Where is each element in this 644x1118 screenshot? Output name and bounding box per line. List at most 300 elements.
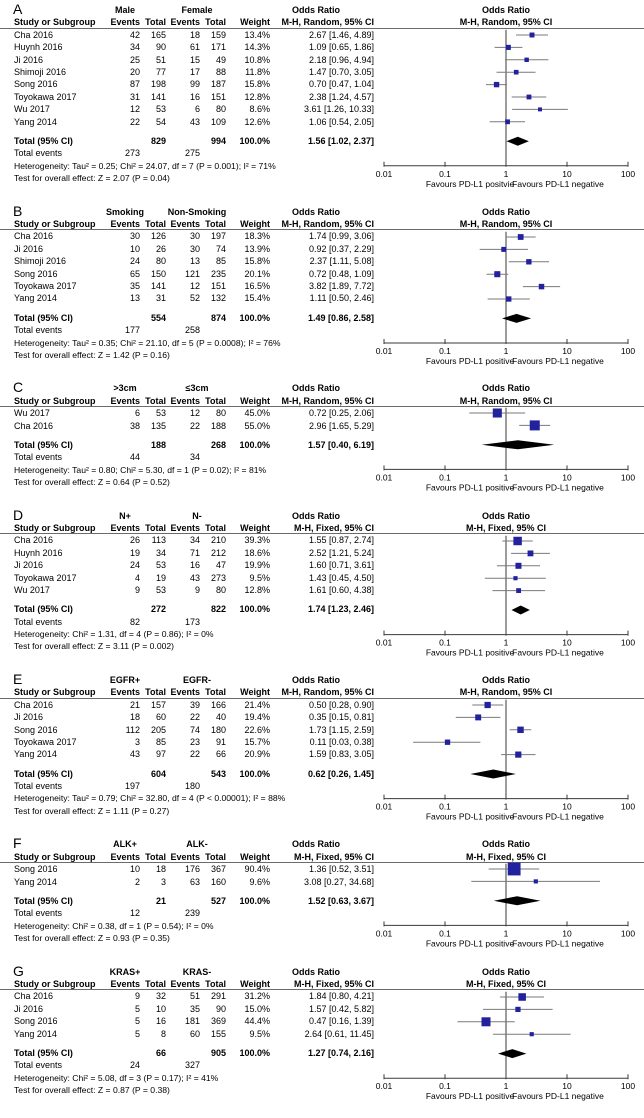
- events2-column-header: Events: [170, 395, 200, 406]
- ci-text: 1.60 [0.71, 3.61]: [308, 560, 374, 571]
- overall-test-text: Test for overall effect: Z = 3.11 (P = 0.002): [14, 641, 175, 652]
- effect-marker: [516, 588, 521, 593]
- total1-value: 85: [155, 736, 166, 747]
- events1-value: 5: [134, 1016, 140, 1027]
- events2-value: 43: [189, 116, 200, 127]
- events1-value: 5: [134, 1003, 140, 1014]
- total2-sum: 994: [210, 135, 226, 146]
- events2-value: 121: [184, 268, 200, 279]
- weight-value: 55.0%: [244, 420, 270, 431]
- study-name: Ji 2016: [14, 712, 44, 723]
- events2-value: 99: [189, 79, 200, 90]
- events1-value: 87: [129, 79, 140, 90]
- group1-header: Male: [114, 5, 135, 15]
- total-events-label: Total events: [14, 616, 63, 627]
- events1-column-header: Events: [110, 522, 140, 533]
- total-ci-text: 1.57 [0.40, 6.19]: [307, 439, 374, 450]
- effect-marker: [494, 271, 500, 277]
- total2-sum: 527: [210, 895, 226, 906]
- weight-value: 15.4%: [244, 293, 270, 304]
- axis-tick-label: 0.1: [439, 472, 451, 483]
- events1-value: 25: [129, 54, 140, 65]
- group1-header: ALK+: [113, 839, 137, 850]
- ci-text: 1.47 [0.70, 3.05]: [308, 66, 374, 77]
- total1-value: 3: [160, 876, 166, 887]
- forest-panel-F: [0, 835, 644, 965]
- axis-tick-label: 0.01: [375, 472, 393, 483]
- total-ci-text: 1.49 [0.86, 2.58]: [307, 312, 374, 323]
- weight-value: 12.8%: [244, 584, 270, 595]
- events2-value: 61: [189, 42, 200, 53]
- favours-right-label: Favours PD-L1 negative: [512, 355, 604, 366]
- study-name: Song 2016: [14, 79, 58, 90]
- study-name: Shimoji 2016: [14, 256, 67, 267]
- forest-plot-G: [375, 966, 644, 1118]
- overall-test-text: Test for overall effect: Z = 2.07 (P = 0.04): [14, 173, 170, 184]
- total-ci-text: 1.52 [0.63, 3.67]: [307, 895, 374, 906]
- group2-header: ≤3cm: [185, 383, 209, 394]
- total2-sum: 268: [210, 439, 226, 450]
- effect-marker: [527, 95, 532, 100]
- favours-right-label: Favours PD-L1 negative: [512, 811, 604, 822]
- study-name: Toyokawa 2017: [14, 572, 77, 583]
- odds-ratio-plot-header: Odds Ratio: [481, 839, 530, 850]
- total1-value: 205: [150, 724, 166, 735]
- panel-label: C: [13, 379, 24, 396]
- total1-column-header: Total: [145, 978, 166, 989]
- total2-value: 80: [215, 408, 226, 419]
- method-column-header: M-H, Random, 95% CI: [281, 17, 374, 28]
- effect-marker: [506, 45, 511, 50]
- total2-value: 85: [215, 256, 226, 267]
- effect-marker: [505, 119, 510, 124]
- events2-value: 30: [189, 231, 200, 242]
- total2-column-header: Total: [205, 978, 226, 989]
- total-diamond: [498, 1049, 526, 1058]
- events1-value: 12: [129, 104, 140, 115]
- total-events2-value: 258: [184, 325, 200, 336]
- ci-text: 1.57 [0.42, 5.82]: [308, 1003, 374, 1014]
- forest-panel-G: [0, 962, 644, 1118]
- effect-marker: [515, 751, 521, 757]
- ci-text: 0.72 [0.25, 2.06]: [308, 408, 374, 419]
- axis-tick-label: 10: [562, 801, 572, 812]
- study-name: Ji 2016: [14, 1003, 44, 1014]
- axis-tick-label: 0.1: [439, 928, 451, 939]
- total-label: Total (95% CI): [14, 604, 73, 615]
- study-name: Yang 2014: [14, 876, 57, 887]
- axis-tick-label: 100: [620, 168, 636, 179]
- axis-tick-label: 100: [620, 345, 636, 356]
- total-events2-value: 327: [184, 1060, 200, 1071]
- events2-value: 22: [189, 712, 200, 723]
- weight-value: 22.6%: [244, 724, 270, 735]
- study-name: Song 2016: [14, 724, 58, 735]
- axis-tick-label: 0.1: [439, 1080, 451, 1091]
- overall-test-text: Test for overall effect: Z = 0.64 (P = 0.52): [14, 477, 170, 488]
- events1-value: 34: [129, 42, 140, 53]
- effect-marker: [534, 880, 538, 884]
- events2-column-header: Events: [170, 851, 200, 862]
- effect-marker: [485, 702, 491, 708]
- total-events1-value: 273: [124, 148, 140, 159]
- method-column-header: M-H, Fixed, 95% CI: [293, 978, 374, 989]
- events2-value: 12: [189, 408, 200, 419]
- axis-tick-label: 100: [620, 928, 636, 939]
- group1-header: KRAS+: [109, 966, 141, 977]
- method-plot-header: M-H, Random, 95% CI: [459, 218, 553, 229]
- events1-value: 43: [129, 749, 140, 760]
- events1-value: 42: [129, 29, 140, 40]
- study-name: Yang 2014: [14, 293, 57, 304]
- weight-value: 15.7%: [244, 736, 270, 747]
- total-diamond: [507, 137, 529, 146]
- weight-value: 12.6%: [244, 116, 270, 127]
- events2-value: 51: [189, 991, 200, 1002]
- method-column-header: M-H, Random, 95% CI: [281, 395, 374, 406]
- events2-value: 181: [184, 1016, 200, 1027]
- total-events1-value: 177: [124, 325, 140, 336]
- total2-value: 91: [215, 736, 226, 747]
- events1-value: 65: [129, 268, 140, 279]
- events2-value: 15: [189, 54, 200, 65]
- events2-value: 52: [189, 293, 200, 304]
- effect-marker: [530, 421, 540, 431]
- axis-tick-label: 100: [620, 637, 636, 648]
- study-column-header: Study or Subgroup: [14, 522, 96, 533]
- total-diamond: [511, 605, 529, 614]
- total2-value: 188: [210, 420, 226, 431]
- study-name: Song 2016: [14, 1016, 58, 1027]
- axis-tick-label: 100: [620, 801, 636, 812]
- events2-value: 18: [189, 29, 200, 40]
- effect-marker: [518, 234, 524, 240]
- total2-value: 90: [215, 1003, 226, 1014]
- weight-column-header: Weight: [240, 687, 270, 698]
- total2-value: 80: [215, 104, 226, 115]
- study-name: Wu 2017: [14, 408, 50, 419]
- heterogeneity-text: Heterogeneity: Tau² = 0.25; Chi² = 24.07, df = 7 (P = 0.001); I² = 71%: [14, 160, 276, 171]
- total-events1-value: 24: [129, 1060, 140, 1071]
- favours-left-label: Favours PD-L1 positive: [425, 811, 515, 822]
- effect-marker: [493, 409, 502, 418]
- total1-value: 165: [150, 29, 166, 40]
- heterogeneity-text: Heterogeneity: Chi² = 1.31, df = 4 (P = 0.86); I² = 0%: [14, 629, 214, 640]
- events2-value: 22: [189, 749, 200, 760]
- effect-marker: [508, 863, 521, 876]
- weight-value: 9.6%: [249, 876, 270, 887]
- effect-marker: [517, 727, 523, 733]
- effect-marker: [494, 82, 499, 87]
- weight-value: 16.5%: [244, 280, 270, 291]
- method-column-header: M-H, Random, 95% CI: [281, 218, 374, 229]
- heterogeneity-text: Heterogeneity: Tau² = 0.80; Chi² = 5.30, df = 1 (P = 0.02); I² = 81%: [14, 464, 267, 475]
- effect-marker: [518, 993, 526, 1001]
- total1-value: 141: [150, 91, 166, 102]
- axis-tick-label: 1: [503, 928, 509, 939]
- effect-marker: [528, 550, 534, 556]
- events2-value: 39: [189, 699, 200, 710]
- total-events2-value: 239: [184, 908, 200, 919]
- events1-value: 24: [129, 560, 140, 571]
- total2-value: 212: [210, 547, 226, 558]
- favours-left-label: Favours PD-L1 positive: [425, 647, 515, 658]
- total1-sum: 66: [155, 1047, 166, 1058]
- ci-text: 2.67 [1.46, 4.89]: [308, 29, 374, 40]
- events1-value: 24: [129, 256, 140, 267]
- study-name: Yang 2014: [14, 1028, 57, 1039]
- total-ci-text: 1.74 [1.23, 2.46]: [307, 604, 374, 615]
- odds-ratio-plot-header: Odds Ratio: [481, 674, 530, 685]
- events1-value: 9: [134, 584, 140, 595]
- total2-sum: 874: [210, 312, 226, 323]
- total1-sum: 21: [155, 895, 166, 906]
- events1-value: 38: [129, 420, 140, 431]
- events1-column-header: Events: [110, 395, 140, 406]
- total-ci-text: 0.62 [0.26, 1.45]: [307, 768, 374, 779]
- axis-tick-label: 1: [503, 345, 509, 356]
- odds-ratio-column-header: Odds Ratio: [291, 674, 340, 685]
- weight-value: 19.4%: [244, 712, 270, 723]
- weight-value: 11.8%: [245, 66, 270, 77]
- study-name: Toyokawa 2017: [14, 280, 77, 291]
- forest-panel-B: [0, 202, 644, 383]
- heterogeneity-text: Heterogeneity: Tau² = 0.79; Chi² = 32.80, df = 4 (P < 0.00001); I² = 88%: [14, 793, 286, 804]
- axis-tick-label: 0.01: [375, 637, 393, 648]
- total2-value: 132: [210, 293, 226, 304]
- study-name: Song 2016: [14, 268, 58, 279]
- study-name: Wu 2017: [14, 104, 50, 115]
- panel-label: G: [13, 962, 24, 979]
- axis-tick-label: 100: [620, 1080, 636, 1091]
- method-plot-header: M-H, Random, 95% CI: [459, 17, 553, 28]
- axis-tick-label: 0.01: [375, 928, 393, 939]
- study-name: Cha 2016: [14, 535, 54, 546]
- study-column-header: Study or Subgroup: [14, 395, 96, 406]
- total2-value: 166: [210, 699, 226, 710]
- events1-value: 18: [129, 712, 140, 723]
- group2-header: N-: [192, 510, 202, 521]
- study-name: Yang 2014: [14, 116, 57, 127]
- axis-tick-label: 0.01: [375, 345, 393, 356]
- study-column-header: Study or Subgroup: [14, 687, 96, 698]
- events1-value: 5: [134, 1028, 140, 1039]
- weight-value: 13.4%: [244, 29, 270, 40]
- events2-value: 17: [189, 66, 200, 77]
- total2-value: 160: [210, 876, 226, 887]
- total1-value: 126: [150, 231, 166, 242]
- total2-value: 66: [215, 749, 226, 760]
- method-plot-header: M-H, Random, 95% CI: [459, 395, 553, 406]
- total1-value: 198: [150, 79, 166, 90]
- axis-tick-label: 0.1: [439, 168, 451, 179]
- overall-test-text: Test for overall effect: Z = 1.42 (P = 0.16): [14, 349, 170, 360]
- effect-marker: [526, 259, 531, 264]
- events2-value: 43: [189, 572, 200, 583]
- axis-tick-label: 1: [503, 472, 509, 483]
- panel-label: E: [13, 670, 23, 687]
- axis-tick-label: 10: [562, 345, 572, 356]
- axis-tick-label: 0.01: [375, 1080, 393, 1091]
- total2-value: 74: [215, 243, 226, 254]
- axis-tick-label: 10: [562, 928, 572, 939]
- total2-column-header: Total: [205, 218, 226, 229]
- axis-tick-label: 0.01: [375, 168, 393, 179]
- total-events-label: Total events: [14, 148, 63, 159]
- total1-value: 26: [155, 243, 166, 254]
- events2-value: 74: [189, 724, 200, 735]
- group2-header: Non-Smoking: [167, 206, 227, 217]
- axis-tick-label: 1: [503, 168, 509, 179]
- total1-column-header: Total: [145, 17, 166, 28]
- axis-tick-label: 0.1: [439, 637, 451, 648]
- total-events1-value: 44: [129, 452, 140, 463]
- axis-tick-label: 0.1: [439, 345, 451, 356]
- events2-value: 22: [189, 420, 200, 431]
- favours-left-label: Favours PD-L1 positive: [425, 355, 515, 366]
- overall-test-text: Test for overall effect: Z = 0.93 (P = 0.35): [14, 933, 170, 944]
- total2-value: 291: [210, 991, 226, 1002]
- odds-ratio-plot-header: Odds Ratio: [481, 510, 530, 521]
- ci-text: 0.92 [0.37, 2.29]: [308, 243, 374, 254]
- favours-left-label: Favours PD-L1 positvie: [425, 178, 515, 189]
- total1-value: 32: [155, 991, 166, 1002]
- events1-value: 10: [129, 864, 140, 875]
- odds-ratio-column-header: Odds Ratio: [291, 5, 340, 15]
- weight-column-header: Weight: [240, 218, 270, 229]
- axis-tick-label: 1: [503, 1080, 509, 1091]
- total-events2-value: 34: [189, 452, 200, 463]
- ci-text: 2.96 [1.65, 5.29]: [308, 420, 374, 431]
- weight-value: 90.4%: [244, 864, 270, 875]
- total-events2-value: 180: [184, 781, 200, 792]
- events2-value: 16: [189, 91, 200, 102]
- total2-column-header: Total: [205, 851, 226, 862]
- total2-value: 197: [210, 231, 226, 242]
- group2-header: Female: [181, 5, 213, 15]
- total-weight: 100.0%: [239, 604, 270, 615]
- effect-marker: [482, 1017, 491, 1026]
- total2-value: 235: [210, 268, 226, 279]
- total1-value: 77: [155, 66, 166, 77]
- events1-column-header: Events: [110, 17, 140, 28]
- favours-right-label: Favours PD-L1 negative: [512, 647, 604, 658]
- total1-column-header: Total: [145, 687, 166, 698]
- total1-value: 18: [155, 864, 166, 875]
- study-name: Shimoji 2016: [14, 66, 67, 77]
- study-name: Ji 2016: [14, 243, 44, 254]
- overall-test-text: Test for overall effect: Z = 1.11 (P = 0.27): [14, 805, 170, 816]
- group2-header: EGFR-: [183, 674, 211, 685]
- effect-marker: [538, 107, 542, 111]
- ci-text: 2.52 [1.21, 5.24]: [308, 547, 374, 558]
- ci-text: 2.64 [0.61, 11.45]: [304, 1028, 374, 1039]
- study-name: Cha 2016: [14, 29, 54, 40]
- axis-tick-label: 10: [562, 637, 572, 648]
- total-diamond: [470, 769, 516, 778]
- method-column-header: M-H, Fixed, 95% CI: [293, 522, 374, 533]
- events1-value: 35: [129, 280, 140, 291]
- events2-value: 176: [184, 864, 200, 875]
- ci-text: 1.59 [0.83, 3.05]: [308, 749, 374, 760]
- events1-column-header: Events: [110, 218, 140, 229]
- favours-right-label: Favours PD-L1 negative: [512, 1090, 604, 1101]
- weight-column-header: Weight: [240, 522, 270, 533]
- events1-value: 19: [129, 547, 140, 558]
- study-name: Cha 2016: [14, 420, 54, 431]
- panel-label: B: [13, 202, 23, 219]
- total1-value: 8: [160, 1028, 166, 1039]
- total1-sum: 272: [150, 604, 166, 615]
- ci-text: 1.61 [0.60, 4.38]: [308, 584, 374, 595]
- total2-value: 49: [215, 54, 226, 65]
- events1-value: 6: [134, 408, 140, 419]
- effect-marker: [501, 246, 506, 251]
- total1-value: 80: [155, 256, 166, 267]
- weight-value: 12.8%: [244, 91, 270, 102]
- ci-text: 3.08 [0.27, 34.68]: [303, 876, 374, 887]
- study-name: Toyokawa 2017: [14, 91, 77, 102]
- total-events1-value: 12: [129, 908, 140, 919]
- total-events1-value: 197: [124, 781, 140, 792]
- forest-panel-C: [0, 379, 644, 509]
- events1-value: 112: [125, 724, 140, 735]
- odds-ratio-plot-header: Odds Ratio: [481, 5, 530, 15]
- events1-value: 21: [129, 699, 140, 710]
- odds-ratio-column-header: Odds Ratio: [291, 206, 340, 217]
- study-column-header: Study or Subgroup: [14, 851, 96, 862]
- ci-text: 1.09 [0.65, 1.86]: [308, 42, 374, 53]
- method-plot-header: M-H, Random, 95% CI: [459, 687, 553, 698]
- group2-header: ALK-: [186, 839, 208, 850]
- weight-column-header: Weight: [240, 851, 270, 862]
- weight-value: 31.2%: [244, 991, 270, 1002]
- weight-value: 9.5%: [249, 572, 270, 583]
- effect-marker: [515, 1006, 520, 1011]
- ci-text: 1.84 [0.80, 4.21]: [308, 991, 374, 1002]
- events1-value: 10: [129, 243, 140, 254]
- heterogeneity-text: Heterogeneity: Chi² = 5.08, df = 3 (P = 0.17); I² = 41%: [14, 1072, 219, 1083]
- method-plot-header: M-H, Fixed, 95% CI: [465, 522, 546, 533]
- favours-right-label: Favours PD-L1 negative: [512, 482, 604, 493]
- axis-tick-label: 10: [562, 472, 572, 483]
- weight-value: 15.8%: [244, 256, 270, 267]
- weight-value: 13.9%: [244, 243, 270, 254]
- panel-label: A: [13, 1, 23, 17]
- ci-text: 0.35 [0.15, 0.81]: [308, 712, 374, 723]
- weight-column-header: Weight: [240, 17, 270, 28]
- weight-value: 45.0%: [244, 408, 270, 419]
- total1-sum: 829: [150, 135, 166, 146]
- study-name: Toyokawa 2017: [14, 736, 77, 747]
- total2-value: 151: [210, 91, 226, 102]
- total2-column-header: Total: [205, 687, 226, 698]
- study-name: Ji 2016: [14, 560, 44, 571]
- study-name: Cha 2016: [14, 699, 54, 710]
- group1-header: N+: [119, 510, 131, 521]
- events1-value: 13: [129, 293, 140, 304]
- effect-marker: [513, 576, 517, 580]
- group1-header: Smoking: [105, 206, 144, 217]
- method-column-header: M-H, Fixed, 95% CI: [293, 851, 374, 862]
- total-events-label: Total events: [14, 1060, 63, 1071]
- total1-value: 34: [155, 547, 166, 558]
- events1-value: 20: [129, 66, 140, 77]
- total2-column-header: Total: [205, 522, 226, 533]
- total1-value: 53: [155, 560, 166, 571]
- total1-sum: 188: [150, 439, 166, 450]
- ci-text: 1.73 [1.15, 2.59]: [308, 724, 374, 735]
